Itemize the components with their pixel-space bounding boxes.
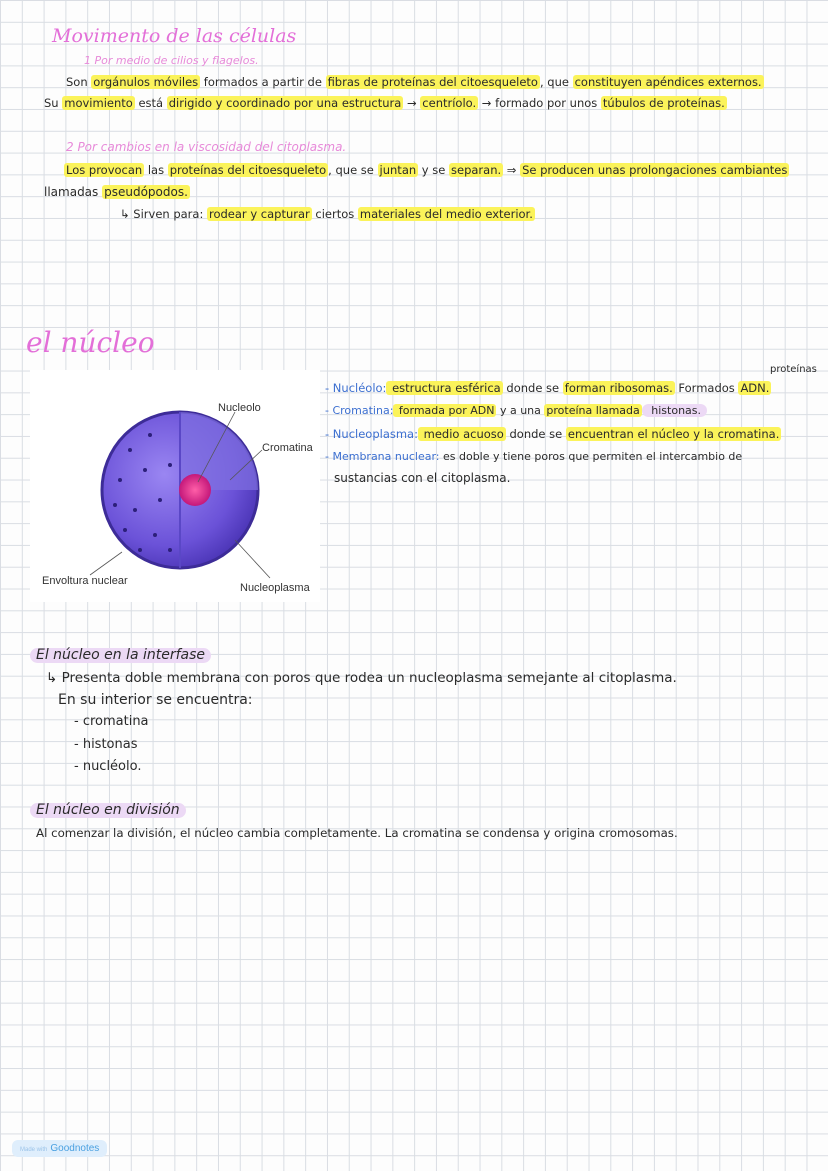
- text-run: Formados: [674, 381, 739, 395]
- text-run: ciertos: [311, 207, 358, 221]
- label-envoltura: Envoltura nuclear: [42, 575, 128, 587]
- text-run: histonas.: [642, 404, 707, 417]
- watermark-brand: Goodnotes: [50, 1143, 100, 1154]
- bullet-membrana-cont: sustancias con el citoplasma.: [334, 471, 511, 485]
- note-proteinas: proteínas: [770, 364, 817, 375]
- text-run: - Nucléolo:: [325, 381, 387, 395]
- highlighted-text: formada por ADN: [395, 404, 495, 417]
- highlighted-text: forman ribosomas.: [564, 381, 673, 395]
- text-run: donde se: [502, 381, 563, 395]
- highlighted-text: encuentran el núcleo y la cromatina.: [567, 427, 780, 441]
- text-line: [44, 97, 727, 110]
- subtitle-cilios: 1 Por medio de cilios y flagelos.: [84, 54, 259, 67]
- highlighted-text: pseudópodos.: [104, 185, 188, 199]
- bullet-membrana: [325, 451, 742, 463]
- division-line1: Al comenzar la división, el núcleo cambia completamente. La cromatina se condensa y origina cromosomas.: [36, 826, 678, 840]
- text-line: [64, 164, 789, 177]
- text-run: ↳ Sirven para:: [120, 207, 207, 221]
- bullet-cromatina: [325, 405, 707, 417]
- label-nucleoplasma: Nucleoplasma: [240, 582, 310, 594]
- bullet-nucleolo: [325, 382, 771, 395]
- interfase-line1: ↳ Presenta doble membrana con poros que rodea un nucleoplasma semejante al citoplasma.: [46, 670, 677, 686]
- text-run: , que se: [328, 163, 378, 177]
- text-run: ⇒: [503, 163, 521, 177]
- interfase-line2: En su interior se encuentra:: [58, 692, 253, 708]
- highlighted-text: estructura esférica: [388, 381, 501, 395]
- text-run: formados a partir de: [200, 75, 326, 89]
- highlighted-text: Los provocan: [66, 163, 143, 177]
- section-title-movimiento: Movimento de las células: [52, 25, 297, 47]
- label-nucleolo: Nucleolo: [218, 402, 261, 414]
- section-title-division: El núcleo en división: [30, 803, 186, 818]
- text-line: [44, 186, 190, 199]
- section-title-nucleo: el núcleo: [26, 326, 155, 359]
- text-run: es doble y tiene poros que permiten el intercambio de: [439, 450, 743, 463]
- highlighted-text: juntan: [379, 163, 417, 177]
- list-item: - cromatina: [74, 714, 149, 729]
- highlighted-text: separan.: [451, 163, 502, 177]
- text-run: las: [144, 163, 168, 177]
- highlighted-text: túbulos de proteínas.: [602, 96, 725, 110]
- highlighted-text: rodear y capturar: [209, 207, 310, 221]
- label-cromatina: Cromatina: [262, 442, 313, 454]
- text-run: llamadas: [44, 185, 103, 199]
- text-run: - Nucleoplasma:: [325, 427, 418, 441]
- watermark-small: Made with: [20, 1147, 48, 1153]
- text-run: y a una: [496, 404, 545, 417]
- highlighted-text: ADN.: [740, 381, 770, 395]
- highlighted-text: materiales del medio exterior.: [359, 207, 533, 221]
- highlighted-text: centríolo.: [422, 96, 477, 110]
- highlighted-text: constituyen apéndices externos.: [574, 75, 762, 89]
- text-run: está: [134, 96, 167, 110]
- section-title-interfase: El núcleo en la interfase: [30, 648, 211, 663]
- bullet-nucleoplasma: [325, 428, 781, 441]
- text-run: y se: [418, 163, 449, 177]
- text-run: Su: [44, 96, 63, 110]
- highlighted-text: orgánulos móviles: [93, 75, 199, 89]
- highlighted-text: proteína llamada: [546, 404, 640, 417]
- text-line: [120, 208, 535, 221]
- highlighted-text: movimiento: [64, 96, 133, 110]
- text-run: donde se: [505, 427, 566, 441]
- nucleus-diagram: [30, 370, 320, 602]
- list-item: - nucléolo.: [74, 759, 142, 774]
- subtitle-viscosidad: 2 Por cambios en la viscosidad del citoplasma.: [66, 140, 347, 154]
- highlighted-text: medio acuoso: [419, 427, 504, 441]
- text-run: → formado por unos: [478, 96, 601, 110]
- text-run: - Cromatina:: [325, 404, 394, 417]
- text-run: - Membrana nuclear:: [325, 450, 440, 463]
- text-run: →: [403, 96, 421, 110]
- highlighted-text: dirigido y coordinado por una estructura: [168, 96, 402, 110]
- goodnotes-watermark: [12, 1140, 107, 1157]
- highlighted-text: proteínas del citoesqueleto: [169, 163, 327, 177]
- list-item: - histonas: [74, 737, 138, 752]
- highlighted-text: Se producen unas prolongaciones cambiantes: [522, 163, 788, 177]
- highlighted-text: fibras de proteínas del citoesqueleto: [327, 75, 538, 89]
- text-run: , que: [539, 75, 573, 89]
- text-line: [66, 76, 764, 89]
- text-run: Son: [66, 75, 92, 89]
- nucleus-illustration: [30, 370, 320, 602]
